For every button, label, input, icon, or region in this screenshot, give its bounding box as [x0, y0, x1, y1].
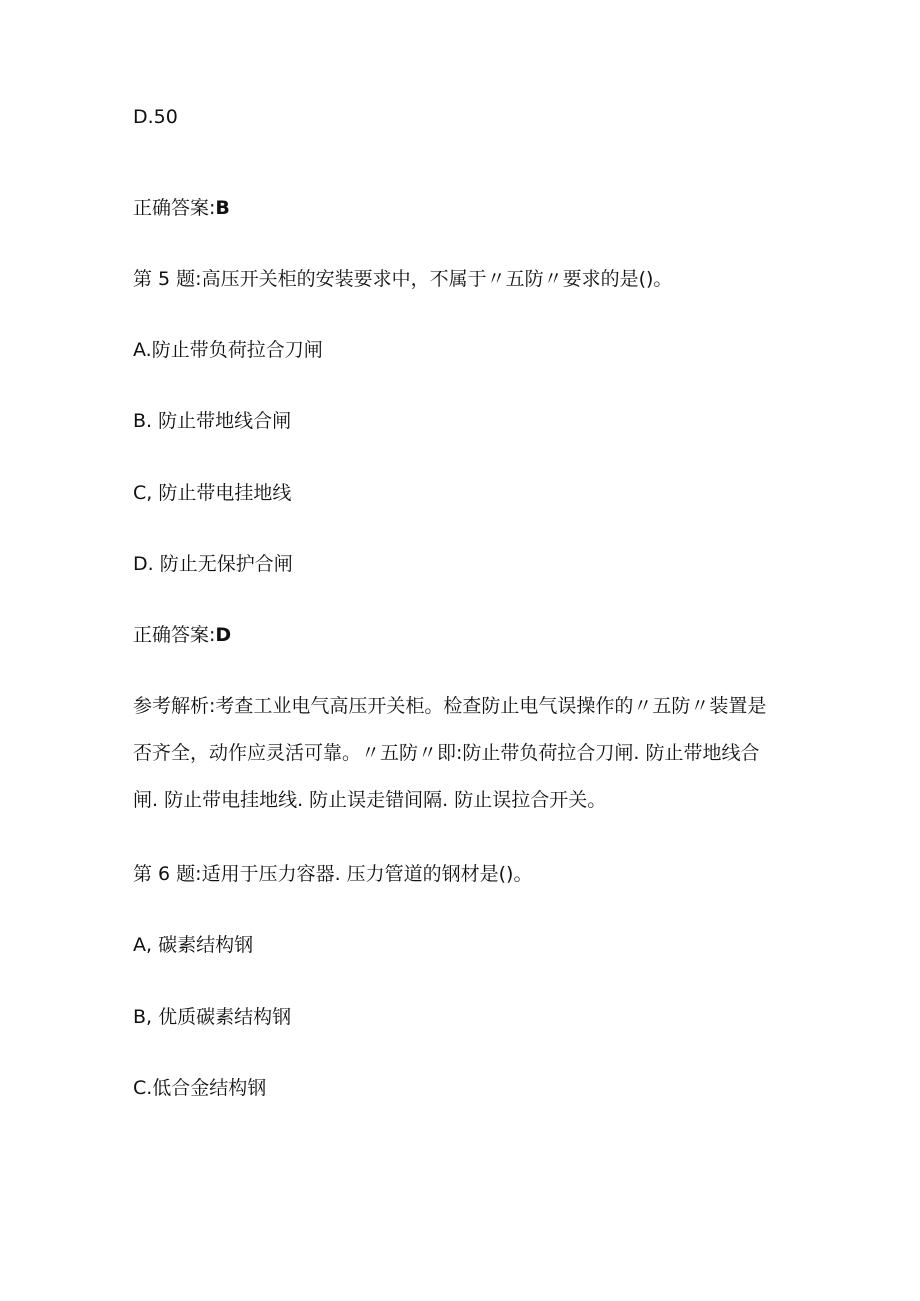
answer-value: B	[215, 197, 230, 219]
q4-option-d: D.50	[133, 106, 178, 128]
q6-question: 第 6 题:适用于压力容器. 压力管道的钢材是()。	[133, 863, 533, 885]
q5-question: 第 5 题:高压开关柜的安装要求中，不属于〃五防〃要求的是()。	[133, 268, 673, 290]
q5-option-c: C, 防止带电挂地线	[133, 482, 292, 504]
answer-value: D	[215, 624, 232, 646]
q6-option-c: C.低合金结构钢	[133, 1077, 267, 1099]
q6-option-a: A, 碳素结构钢	[133, 934, 254, 956]
q5-option-a: A.防止带负荷拉合刀闸	[133, 339, 323, 361]
q6-option-b: B, 优质碳素结构钢	[133, 1006, 292, 1028]
q5-option-b: B. 防止带地线合闸	[133, 410, 292, 432]
q5-option-d: D. 防止无保护合闸	[133, 553, 293, 575]
answer-label: 正确答案:	[133, 197, 216, 219]
q5-answer	[133, 623, 231, 647]
q5-analysis: 参考解析:考查工业电气高压开关柜。检查防止电气误操作的〃五防〃装置是否齐全，动作应灵活可靠。〃五防〃即:防止带负荷拉合刀闸. 防止带地线合闸. 防止带电挂地线. 防止误走错间隔. 防止误拉合开关。	[133, 695, 767, 811]
answer-label: 正确答案:	[133, 624, 216, 646]
q4-answer	[133, 196, 230, 220]
